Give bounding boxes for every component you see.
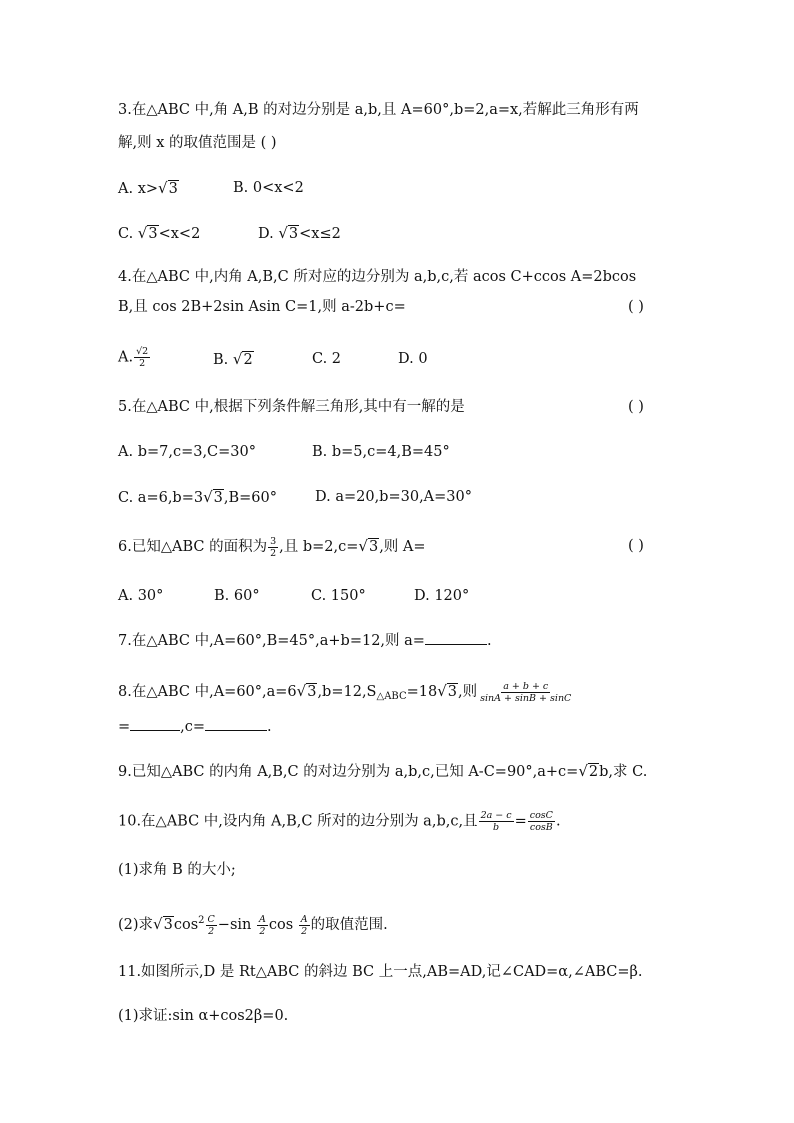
q3-option-d[interactable]: D. √3<x≤2 [258, 222, 341, 245]
q3-option-b[interactable]: B. 0<x<2 [233, 180, 304, 196]
q9-stem: 9.已知△ABC 的内角 A,B,C 的对边分别为 a,b,c,已知 A-C=90°,a+c=√2b,求 C. [118, 760, 647, 783]
sqrt-symbol: √3 [358, 537, 379, 555]
fraction: $\frac{A}{2}$ [258, 913, 266, 937]
fraction: $\frac{2a - c}{b}$ [480, 810, 512, 833]
q6-answer-paren: ( ) [628, 538, 644, 554]
q3-stem-line2: 解,则 x 的取值范围是 ( ) [118, 135, 277, 151]
q8-stem-line2: = ,c= . [118, 716, 272, 738]
q4-option-c[interactable]: C. 2 [312, 351, 342, 367]
q11-part1: (1)求证:sin α+cos2β=0. [118, 1008, 289, 1024]
q6-option-a[interactable]: A. 30° [118, 588, 164, 604]
q8-stem-line1: 8.在△ABC 中$,A=60^\circ,a=6√3,b=12,S_{\triangle ABC}=18√3$,则 $\frac{a + b + c}{\sin A + \sin B + \sin C}$ [118, 680, 572, 704]
q4-option-a[interactable]: A. $\frac{√2}{2}$ [118, 346, 149, 369]
fraction: $\frac{a + b + c}{\sin A + \sin B + \sin C}$ [480, 680, 572, 704]
q7-stem: 7.在△ABC 中,A=60°,B=45°,a+b=12,则 a= . [118, 630, 492, 652]
answer-blank[interactable] [130, 716, 180, 731]
sqrt-symbol: √3 [153, 915, 173, 933]
q5-option-b[interactable]: B. b=5,c=4,B=45° [312, 444, 450, 460]
q4-option-b[interactable]: B. √2 [213, 348, 254, 371]
sqrt-symbol: √3 [137, 224, 158, 242]
sqrt-symbol: √2 [578, 762, 599, 780]
q10-part1: (1)求角 B 的大小; [118, 862, 236, 878]
q4-option-d[interactable]: D. 0 [398, 351, 428, 367]
q3-stem-line1: 3.在△ABC 中,角 A,B 的对边分别是 a,b,且 A=60°,b=2,a=x,若解此三角形有两 [118, 102, 639, 118]
q6-option-c[interactable]: C. 150° [311, 588, 366, 604]
sqrt-symbol: √3 [158, 179, 178, 197]
q3-option-a[interactable] [118, 177, 179, 200]
q10-stem: 10.在△ABC 中,设内角 A,B,C 所对的边分别为 a,b,c,且 $\frac{2a - c}{b}$ = $\frac{\cos C}{\cos B}$ . [118, 810, 561, 833]
answer-blank[interactable] [205, 716, 267, 731]
sqrt-symbol: √3 [296, 682, 317, 700]
fraction: $\frac{3}{2}$ [270, 535, 277, 559]
q3-option-a-label: A. x> [118, 181, 159, 197]
q4-stem-line2: B,且 cos 2B+2sin Asin C=1,则 a-2b+c= [118, 299, 406, 315]
fraction: $\frac{C}{2}$ [207, 913, 215, 937]
q5-stem: 5.在△ABC 中,根据下列条件解三角形,其中有一解的是 [118, 399, 465, 415]
sqrt-symbol: √2 [232, 350, 253, 368]
sqrt-symbol: √3 [278, 224, 299, 242]
fraction: $\frac{\cos C}{\cos B}$ [529, 810, 553, 833]
fraction: $\frac{√2}{2}$ [136, 346, 149, 369]
fraction: $\frac{A}{2}$ [300, 913, 308, 937]
q5-answer-paren: ( ) [628, 399, 644, 415]
q4-answer-paren: ( ) [628, 299, 644, 315]
q11-stem: 11.如图所示,D 是 Rt△ABC 的斜边 BC 上一点,AB=AD,记∠CAD=α,∠ABC=β. [118, 964, 643, 980]
sqrt-symbol: √3 [203, 488, 223, 506]
q5-option-a[interactable]: A. b=7,c=3,C=30° [118, 444, 257, 460]
q6-option-b[interactable]: B. 60° [214, 588, 260, 604]
q5-option-d[interactable]: D. a=20,b=30,A=30° [315, 489, 472, 505]
q5-option-c[interactable]: C. a=6,b=3√3,B=60° [118, 486, 277, 509]
sqrt-symbol: √3 [437, 682, 458, 700]
q6-option-d[interactable]: D. 120° [414, 588, 470, 604]
q4-stem-line1: 4.在△ABC 中,内角 A,B,C 所对应的边分别为 a,b,c,若 acos C+ccos A=2bcos [118, 269, 637, 285]
q3-option-c[interactable]: C. √3<x<2 [118, 222, 200, 245]
q10-part2: (2)求$√3\cos^2$ $\frac{C}{2}$ −sin $\frac{A}{2}$ cos $\frac{A}{2}$ 的取值范围. [118, 913, 388, 937]
answer-blank[interactable] [425, 630, 487, 645]
q6-stem: 6.已知△ABC 的面积为 $\frac{3}{2}$ ,且 b=2,c=√3,则 A= [118, 535, 426, 559]
